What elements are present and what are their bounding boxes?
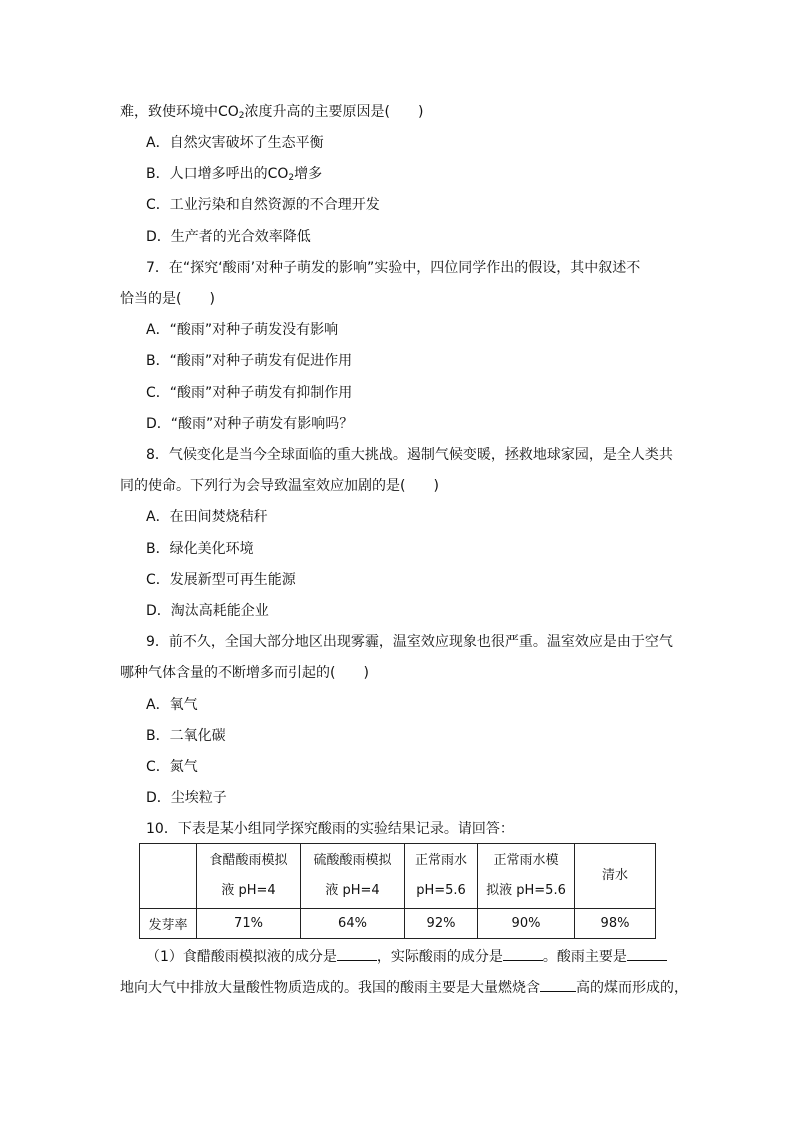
co2-subscript: 2: [288, 173, 295, 183]
option-b-text-end: 增多: [294, 166, 323, 182]
q8-option-b: B．绿化美化环境: [146, 541, 254, 557]
table-row-label: 发芽率: [140, 909, 197, 939]
q7-option-a: A．“酸雨”对种子萌发没有影响: [146, 322, 339, 338]
table-header-cell: [197, 844, 301, 909]
table-header-cell: [301, 844, 405, 909]
option-c: C．工业污染和自然资源的不合理开发: [146, 197, 380, 213]
q10-stem: 10．下表是某小组同学探究酸雨的实验结果记录。请回答：: [146, 821, 514, 837]
answer-blank[interactable]: [540, 977, 576, 992]
q7-option-b: B．“酸雨”对种子萌发有促进作用: [146, 353, 353, 369]
intro-line: [120, 103, 423, 121]
q9-option-d: D．尘埃粒子: [146, 790, 227, 806]
table-header-cell: 清水: [575, 844, 656, 909]
q10-sub1-line2: [120, 977, 688, 997]
option-a: A．自然灾害破坏了生态平衡: [146, 135, 324, 151]
table-row: [140, 909, 656, 939]
table-corner-cell: [140, 844, 197, 909]
q9-option-b: B．二氧化碳: [146, 728, 226, 744]
sub1-text: ，实际酸雨的成分是: [376, 949, 503, 965]
table-cell: 64%: [301, 909, 405, 939]
q9-option-c: C．氮气: [146, 759, 198, 775]
answer-blank[interactable]: [503, 946, 543, 961]
answer-blank[interactable]: [337, 946, 377, 961]
table-cell: 98%: [575, 909, 656, 939]
q7-stem-line2: 恰当的是( ): [120, 291, 215, 307]
header-line: 拟液 pH=5.6: [486, 883, 566, 898]
option-d: D．生产者的光合效率降低: [146, 229, 311, 245]
header-line: 正常雨水: [414, 853, 467, 868]
sub1-text: 。酸雨主要是: [542, 949, 627, 965]
q9-stem-line2: 哪种气体含量的不断增多而引起的( ): [120, 665, 369, 681]
header-line: 液 pH=4: [221, 883, 276, 898]
q7-option-d: D．“酸雨”对种子萌发有影响吗？: [146, 416, 354, 432]
option-b-text: B．人口增多呼出的CO: [146, 166, 289, 182]
intro-text-end: 浓度升高的主要原因是( ): [244, 104, 424, 120]
header-line: 正常雨水模: [493, 853, 559, 868]
q7-stem-line1: 7．在“探究‘酸雨’对种子萌发的影响”实验中，四位同学作出的假设，其中叙述不: [146, 260, 641, 276]
co2-subscript: 2: [238, 111, 245, 121]
table-cell: 90%: [478, 909, 575, 939]
q8-option-c: C．发展新型可再生能源: [146, 572, 296, 588]
table-cell: 92%: [405, 909, 478, 939]
intro-text: 难，致使环境中CO: [120, 104, 239, 120]
q9-option-a: A．氧气: [146, 697, 198, 713]
option-b: [146, 165, 322, 183]
q9-stem-line1: 9．前不久，全国大部分地区出现雾霾，温室效应现象也很严重。温室效应是由于空气: [146, 634, 673, 650]
header-line: 食醋酸雨模拟: [209, 853, 288, 868]
q8-option-a: A．在田间焚烧秸秆: [146, 509, 268, 525]
answer-blank[interactable]: [627, 946, 667, 961]
table-header-cell: [478, 844, 575, 909]
q8-stem-line1: 8．气候变化是当今全球面临的重大挑战。遏制气候变暖，拯救地球家园，是全人类共: [146, 447, 673, 463]
sub1-text: 地向大气中排放大量酸性物质造成的。我国的酸雨主要是大量燃烧含: [120, 980, 540, 996]
table-header-row: [140, 844, 656, 909]
sub1-text: （1）食醋酸雨模拟液的成分是: [146, 949, 337, 965]
table-header-cell: [405, 844, 478, 909]
header-line: 硫酸酸雨模拟: [313, 853, 392, 868]
header-line: 液 pH=4: [325, 883, 380, 898]
sub1-text: 高的煤而形成的，: [576, 980, 688, 996]
header-line: pH=5.6: [416, 883, 466, 898]
results-table: [139, 843, 656, 939]
table-cell: 71%: [197, 909, 301, 939]
q7-option-c: C．“酸雨”对种子萌发有抑制作用: [146, 385, 353, 401]
q10-sub1-line1: [146, 946, 667, 966]
q8-stem-line2: 同的使命。下列行为会导致温室效应加剧的是( ): [120, 478, 439, 494]
q8-option-d: D．淘汰高耗能企业: [146, 603, 269, 619]
